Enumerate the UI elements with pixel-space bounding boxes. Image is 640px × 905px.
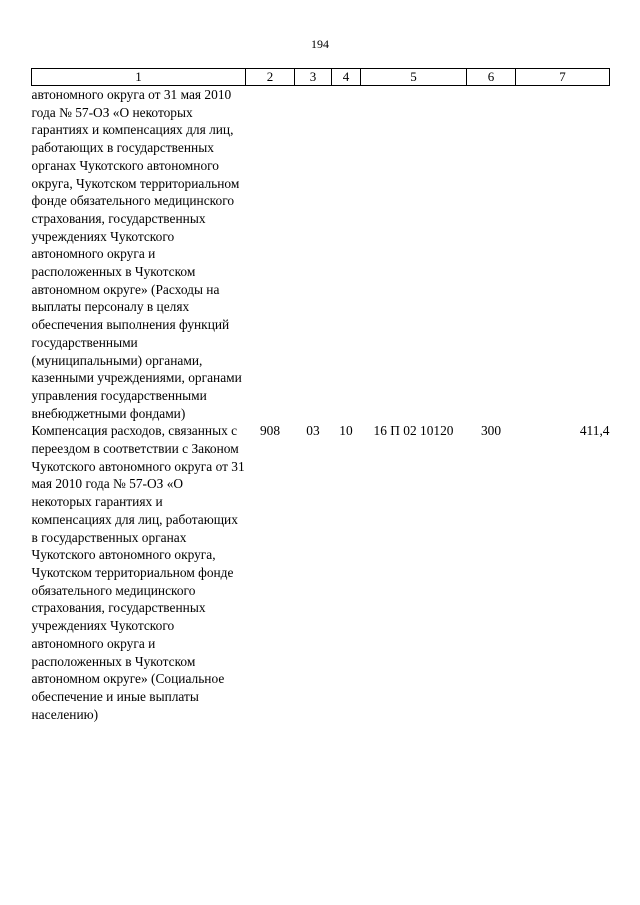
row-section-code: 03 [306,423,320,439]
row-ministry-code [246,86,295,423]
header-col-6: 6 [467,69,516,86]
row-expense-type: 300 [480,423,502,439]
header-col-2: 2 [246,69,295,86]
row-description: автономного округа от 31 мая 2010 года № 57-ОЗ «О некоторых гарантиях и компенсациях для лиц, работающих в государственных органах Чукотского автономного округа, Чукотском территориальном фонде обязательного медицинского страхования, государственных учреждениях Чукотского автономного округа и расположенных в Чукотском автономном округе» (Расходы на выплаты персоналу в целях обеспечения выполнения функций государственными (муниципальными) органами, казенными учреждениями, органами управления государственными внебюджетными фондами) [31,87,242,421]
row-subsection-code: 10 [339,423,353,439]
row-subsection-code [332,86,361,423]
row-description: Компенсация расходов, связанных с переездом в соответствии с Законом Чукотского автономного округа от 31 мая 2010 года № 57-ОЗ «О некоторых гарантиях и компенсациях для лиц, работающих в государственных органах Чукотского автономного округа, Чукотском территориальном фонде обязательного медицинского страхования, государственных учреждениях Чукотского автономного округа и расположенных в Чукотском автономном округе» (Социальное обеспечение и иные выплаты населению) [31,423,245,722]
header-row [32,69,610,86]
row-target-article [361,86,467,423]
page-number: 194 [311,37,329,51]
row-amount [516,86,610,423]
table-body [32,86,610,724]
header-col-4: 4 [332,69,361,86]
table-row [32,86,610,423]
header-col-1: 1 [32,69,246,86]
row-expense-type [467,86,516,423]
table-header [32,69,610,86]
table-row [32,422,610,723]
header-col-5: 5 [361,69,467,86]
budget-table [31,68,610,723]
row-amount: 411,4 [579,423,610,439]
row-ministry-code: 908 [259,423,281,439]
header-col-3: 3 [295,69,332,86]
row-target-article: 16 П 02 10120 [373,423,454,439]
row-section-code [295,86,332,423]
header-col-7: 7 [516,69,610,86]
